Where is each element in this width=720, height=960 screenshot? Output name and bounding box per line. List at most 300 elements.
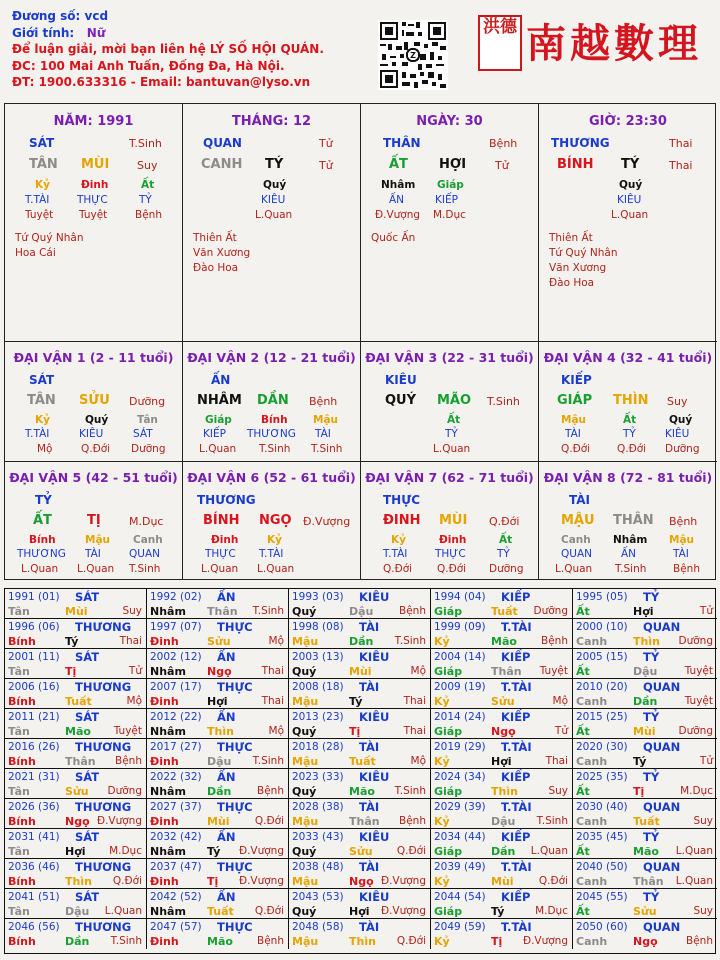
hidden-state: L.Quan: [199, 443, 237, 455]
earthly-branch: Thìn: [349, 935, 376, 948]
life-stage: Mộ: [126, 695, 142, 707]
hidden-god: TỶ: [139, 194, 152, 206]
ten-god-branch: Bệnh: [489, 137, 518, 150]
hidden-god: KIẾP: [203, 428, 226, 440]
heavenly-stem: Quý: [292, 665, 317, 678]
life-stage: T.Sinh: [394, 785, 426, 797]
heavenly-stem: QUÝ: [385, 393, 417, 408]
ten-god: QUAN: [643, 740, 681, 754]
year-label: 2045 (55): [576, 891, 628, 903]
year-label: 1995 (05): [576, 591, 628, 603]
heavenly-stem: Tân: [8, 785, 30, 798]
life-stage: T.Sinh: [394, 635, 426, 647]
year-cell: [573, 619, 717, 649]
hidden-god: THỰC: [435, 548, 466, 560]
stars-list: [549, 231, 617, 291]
heavenly-stem: Kỷ: [434, 875, 450, 888]
earthly-branch: Mùi: [65, 605, 88, 618]
dai-van-2: [183, 342, 361, 462]
ten-god: KIÊU: [359, 770, 390, 784]
hidden-stem: Ất: [499, 534, 513, 546]
year-label: 2000 (10): [576, 621, 628, 633]
life-stage: Dưỡng: [533, 605, 568, 617]
ten-god: THÂN: [383, 136, 421, 150]
gender-value: Nữ: [86, 25, 106, 40]
ten-god: ẤN: [217, 770, 236, 784]
year-cell: [289, 679, 431, 709]
year-label: 1999 (09): [434, 621, 486, 633]
year-cell: [5, 799, 147, 829]
ten-god: THỰC: [383, 493, 421, 507]
heavenly-stem: Giáp: [434, 725, 463, 738]
heavenly-stem: Kỷ: [434, 755, 450, 768]
life-stage: Q.Đới: [489, 515, 520, 528]
earthly-branch: Mùi: [207, 815, 230, 828]
life-stage: Mộ: [410, 755, 426, 767]
heavenly-stem: Ất: [576, 785, 590, 798]
stars-list: [371, 231, 415, 246]
hidden-god: TÀI: [673, 548, 689, 560]
life-stage: L.Quan: [675, 875, 713, 887]
life-stage: Bệnh: [309, 395, 338, 408]
earthly-branch: Dần: [633, 695, 658, 708]
hidden-god: TÀI: [315, 428, 331, 440]
year-cell: [5, 589, 147, 619]
year-label: 2037 (47): [150, 861, 202, 873]
year-cell: [5, 769, 147, 799]
hidden-stem: Canh: [561, 534, 591, 546]
hidden-stem: Ất: [447, 414, 461, 426]
dai-van-3: [361, 342, 539, 462]
earthly-branch: Mão: [491, 635, 517, 648]
heavenly-stem: Mậu: [292, 695, 319, 708]
hidden-stem: Mậu: [669, 534, 695, 546]
heavenly-stem: MẬU: [561, 513, 595, 528]
hidden-state: L.Quan: [201, 563, 239, 575]
year-label: 2011 (21): [8, 711, 60, 723]
earthly-branch: MÃO: [437, 393, 472, 408]
hidden-state: L.Quan: [21, 563, 59, 575]
heavenly-stem: Nhâm: [150, 665, 186, 678]
heavenly-stem: Quý: [292, 905, 317, 918]
life-stage: Dưỡng: [678, 725, 713, 737]
ten-god: ẤN: [217, 710, 236, 724]
life-stage: Tử: [554, 725, 568, 737]
ten-god: QUAN: [643, 800, 681, 814]
heavenly-stem: Quý: [292, 605, 317, 618]
hidden-god: SÁT: [133, 428, 153, 440]
life-stage: Tử: [699, 605, 713, 617]
earthly-branch: Ngọ: [349, 875, 374, 888]
hidden-stem: Kỷ: [35, 414, 50, 426]
ten-god: QUAN: [643, 620, 681, 634]
year-cell: [573, 589, 717, 619]
earthly-branch: Hợi: [633, 605, 654, 618]
life-stage: Mộ: [410, 665, 426, 677]
ten-god: SÁT: [29, 373, 55, 387]
ten-god: QUAN: [643, 680, 681, 694]
ten-god: SÁT: [75, 890, 100, 904]
year-cell: [5, 649, 147, 679]
heavenly-stem: Nhâm: [150, 905, 186, 918]
name-value: vcd: [84, 9, 109, 23]
year-cell: [5, 829, 147, 859]
star-item: Tứ Quý Nhân: [15, 232, 84, 244]
life-stage: Bệnh: [686, 935, 713, 947]
year-label: 1992 (02): [150, 591, 202, 603]
hidden-stem: Canh: [133, 534, 163, 546]
earthly-branch: SỬU: [79, 393, 110, 408]
star-item: Đào Hoa: [193, 262, 239, 274]
heavenly-stem: Quý: [292, 725, 317, 738]
hidden-stem: Mậu: [313, 414, 339, 426]
year-label: 2018 (28): [292, 741, 344, 753]
dai-van-7: [361, 462, 539, 580]
year-label: 2012 (22): [150, 711, 202, 723]
hidden-god: THỰC: [77, 194, 108, 206]
earthly-branch: Ngọ: [491, 725, 516, 738]
ten-god: T.TÀI: [501, 620, 532, 634]
ten-god: KIÊU: [359, 710, 390, 724]
ten-god: THỰC: [217, 800, 253, 814]
year-cell: [5, 889, 147, 919]
dai-van-title: ĐẠI VẬN 6 (52 - 61 tuổi): [187, 470, 356, 485]
hidden-stem: Kỷ: [267, 534, 282, 546]
year-cell: [289, 709, 431, 739]
dai-van-title: ĐẠI VẬN 7 (62 - 71 tuổi): [365, 470, 534, 485]
year-label: 2025 (35): [576, 771, 628, 783]
life-stage: Suy: [122, 605, 142, 617]
heavenly-stem: BÍNH: [203, 513, 240, 528]
year-cell: [289, 829, 431, 859]
year-cell: [289, 859, 431, 889]
earthly-branch: Tuất: [633, 815, 660, 828]
year-cell: [5, 739, 147, 769]
pillar-year: [5, 104, 183, 342]
life-stage: Bệnh: [541, 635, 568, 647]
year-cell: [573, 829, 717, 859]
earthly-branch: Tuất: [65, 695, 92, 708]
heavenly-stem: ẤT: [33, 513, 52, 528]
heavenly-stem: Nhâm: [150, 845, 186, 858]
year-cell: [431, 829, 573, 859]
dai-van-6: [183, 462, 361, 580]
earthly-branch: Thân: [207, 605, 238, 618]
stars-list: [193, 231, 250, 276]
hidden-stem: Bính: [29, 534, 56, 546]
earthly-branch: Tuất: [349, 755, 376, 768]
hidden-state: L.Quan: [257, 563, 295, 575]
earthly-branch: Thân: [65, 755, 96, 768]
year-cell: [431, 769, 573, 799]
hidden-state: Q.Đới: [81, 443, 111, 455]
hidden-state: L.Quan: [255, 209, 293, 221]
contact-line: Để luận giải, mời bạn liên hệ LÝ SỐ HỘI QUÁN.: [12, 42, 324, 56]
year-cell: [147, 679, 289, 709]
year-cell: [147, 589, 289, 619]
hidden-stem: Giáp: [437, 179, 464, 191]
earthly-branch: Thân: [633, 875, 664, 888]
year-label: 2047 (57): [150, 921, 202, 933]
year-cell: [573, 799, 717, 829]
ten-god: TỶ: [643, 770, 660, 784]
hidden-stem: Giáp: [205, 414, 232, 426]
heavenly-stem: NHÂM: [197, 393, 242, 408]
earthly-branch: Thìn: [491, 785, 518, 798]
earthly-branch: Thân: [349, 815, 380, 828]
ten-god: SÁT: [75, 770, 100, 784]
life-stage: T.Sinh: [487, 395, 520, 408]
dai-van-5: [5, 462, 183, 580]
star-item: Văn Xương: [549, 262, 607, 274]
hidden-state: L.Quan: [611, 209, 649, 221]
ten-god: TÀI: [359, 920, 380, 934]
life-stage: Tử: [319, 159, 333, 172]
ten-god: KIÊU: [359, 830, 390, 844]
heavenly-stem: Tân: [8, 665, 30, 678]
pillar-day: [361, 104, 539, 342]
year-cell: [431, 739, 573, 769]
ten-god: TÀI: [569, 493, 591, 507]
life-stage: Mộ: [268, 725, 284, 737]
heavenly-stem: Canh: [576, 755, 608, 768]
year-cell: [431, 919, 573, 949]
earthly-branch: Tý: [207, 845, 221, 858]
hidden-state: Đ.Vượng: [375, 209, 421, 221]
earthly-branch: Dậu: [633, 665, 658, 678]
ten-god-branch: Thai: [669, 137, 693, 150]
life-stage: Đ.Vượng: [238, 875, 284, 887]
life-stage: Dưỡng: [129, 395, 166, 408]
star-item: Văn Xương: [193, 247, 251, 259]
year-label: 2014 (24): [434, 711, 486, 723]
life-stage: Suy: [137, 159, 158, 172]
hidden-state: L.Quan: [555, 563, 593, 575]
heavenly-stem: Đinh: [150, 815, 179, 828]
life-stage: Thai: [403, 725, 426, 737]
earthly-branch: Dần: [207, 785, 232, 798]
year-label: 2009 (19): [434, 681, 486, 693]
year-cell: [147, 799, 289, 829]
ten-god: KIÊU: [385, 373, 417, 387]
ten-god: KIẾP: [501, 770, 531, 784]
hidden-god: THỰC: [205, 548, 236, 560]
year-label: 2029 (39): [434, 801, 486, 813]
ten-god: TÀI: [359, 740, 380, 754]
hidden-state: Q.Đới: [437, 563, 467, 575]
life-stage: M.Dục: [109, 845, 142, 857]
heavenly-stem: Tân: [8, 905, 30, 918]
year-label: 2007 (17): [150, 681, 202, 693]
year-label: 2027 (37): [150, 801, 202, 813]
life-stage: Tuyệt: [113, 725, 142, 737]
hidden-stem: Quý: [263, 179, 287, 191]
ten-god: ẤN: [211, 373, 231, 387]
life-stage: T.Sinh: [110, 935, 142, 947]
life-stage: Thai: [545, 755, 568, 767]
hidden-god: TỶ: [497, 548, 510, 560]
ten-god: THƯƠNG: [197, 493, 256, 507]
hidden-god: KIÊU: [261, 194, 286, 206]
heavenly-stem: Mậu: [292, 875, 319, 888]
hidden-state: T.Sinh: [259, 443, 291, 455]
ten-god: QUAN: [643, 920, 681, 934]
heavenly-stem: BÍNH: [557, 157, 594, 172]
life-stage: Q.Đới: [396, 935, 426, 947]
earthly-branch: Dậu: [207, 755, 232, 768]
life-stage: Suy: [693, 815, 713, 827]
heavenly-stem: Ất: [576, 665, 590, 678]
hidden-stem: Quý: [619, 179, 643, 191]
ten-god: ẤN: [217, 890, 236, 904]
dai-van-title: ĐẠI VẬN 2 (12 - 21 tuổi): [187, 350, 356, 365]
earthly-branch: Thìn: [65, 875, 92, 888]
ten-god: KIẾP: [501, 710, 531, 724]
earthly-branch: Mão: [207, 935, 233, 948]
dai-van-title: ĐẠI VẬN 5 (42 - 51 tuổi): [9, 470, 178, 485]
life-stage: Mộ: [268, 635, 284, 647]
year-label: 2042 (52): [150, 891, 202, 903]
annual-luck-table: [4, 588, 716, 954]
heavenly-stem: TÂN: [29, 157, 58, 172]
ten-god: TỶ: [643, 590, 660, 604]
hidden-god: QUAN: [561, 548, 592, 560]
earthly-branch: Sửu: [65, 785, 89, 798]
life-stage: Thai: [261, 665, 284, 677]
year-cell: [289, 739, 431, 769]
heavenly-stem: Kỷ: [434, 815, 450, 828]
year-label: 2019 (29): [434, 741, 486, 753]
life-stage: Q.Đới: [538, 875, 568, 887]
heavenly-stem: TÂN: [27, 393, 56, 408]
phone-email-line: ĐT: 1900.633316 - Email: bantuvan@lyso.vn: [12, 75, 311, 89]
earthly-branch: MÙI: [439, 513, 468, 528]
earthly-branch: Dậu: [491, 815, 516, 828]
earthly-branch: TÝ: [621, 157, 640, 172]
year-label: 2028 (38): [292, 801, 344, 813]
life-stage: Mộ: [552, 695, 568, 707]
year-label: 2043 (53): [292, 891, 344, 903]
hidden-stem: Nhâm: [613, 534, 648, 546]
hidden-stem: Kỷ: [35, 179, 50, 191]
ten-god: T.TÀI: [501, 740, 532, 754]
year-cell: [431, 799, 573, 829]
pillar-title: THÁNG: 12: [231, 114, 312, 129]
hidden-god: T.TÀI: [25, 194, 50, 206]
star-item: Đào Hoa: [549, 277, 595, 289]
gender-line: Giới tính: Nữ: [12, 25, 106, 40]
year-cell: [573, 709, 717, 739]
life-stage: T.Sinh: [536, 815, 568, 827]
hidden-stem: Kỷ: [391, 534, 406, 546]
year-label: 2030 (40): [576, 801, 628, 813]
hidden-state: Q.Đới: [383, 563, 413, 575]
heavenly-stem: Bính: [8, 875, 36, 888]
ten-god: KIẾP: [501, 650, 531, 664]
life-stage: Bệnh: [399, 605, 426, 617]
header-info: [12, 8, 372, 91]
hidden-state: L.Quan: [77, 563, 115, 575]
year-cell: [573, 679, 717, 709]
hidden-god: TÀI: [565, 428, 581, 440]
earthly-branch: Thìn: [207, 725, 234, 738]
ten-god: THƯƠNG: [551, 136, 610, 150]
hidden-state: Bệnh: [673, 563, 700, 575]
hidden-stem: Quý: [85, 414, 109, 426]
ten-god: SÁT: [75, 710, 100, 724]
dai-van-title: ĐẠI VẬN 8 (72 - 81 tuổi): [543, 470, 713, 485]
heavenly-stem: Đinh: [150, 875, 179, 888]
ten-god: THƯƠNG: [75, 800, 132, 814]
year-cell: [5, 709, 147, 739]
year-label: 2017 (27): [150, 741, 202, 753]
life-stage: Thai: [669, 159, 693, 172]
year-label: 2004 (14): [434, 651, 486, 663]
ten-god: T.TÀI: [501, 920, 532, 934]
star-item: Hoa Cái: [15, 247, 56, 259]
year-cell: [147, 889, 289, 919]
life-stage: Tuyệt: [684, 665, 713, 677]
life-stage: M.Dục: [535, 905, 568, 917]
year-cell: [289, 649, 431, 679]
hidden-god: TỶ: [623, 428, 636, 440]
earthly-branch: Tuất: [207, 905, 234, 918]
year-label: 2021 (31): [8, 771, 60, 783]
heavenly-stem: Mậu: [292, 935, 319, 948]
ten-god: TÀI: [359, 680, 380, 694]
star-item: Thiên Ất: [549, 232, 593, 244]
year-label: 2001 (11): [8, 651, 60, 663]
year-cell: [147, 709, 289, 739]
year-label: 2020 (30): [576, 741, 628, 753]
star-item: Quốc Ấn: [371, 232, 416, 244]
ten-god: TỶ: [643, 710, 660, 724]
pillars-grid: [4, 103, 716, 580]
ten-god: ẤN: [217, 590, 236, 604]
ten-god: SÁT: [29, 136, 55, 150]
life-stage: L.Quan: [675, 845, 713, 857]
year-label: 2048 (58): [292, 921, 344, 933]
ten-god: TỶ: [643, 650, 660, 664]
hidden-god: KIẾP: [435, 194, 458, 206]
earthly-branch: Hợi: [349, 905, 370, 918]
ten-god: TỶ: [35, 493, 52, 507]
pillar-title: GIỜ: 23:30: [589, 114, 667, 129]
life-stage: Suy: [548, 785, 568, 797]
earthly-branch: Ngọ: [65, 815, 90, 828]
life-stage: L.Quan: [104, 905, 142, 917]
earthly-branch: Sửu: [633, 905, 657, 918]
year-cell: [147, 649, 289, 679]
earthly-branch: THÂN: [613, 513, 654, 528]
year-cell: [289, 769, 431, 799]
heavenly-stem: Đinh: [150, 935, 179, 948]
ten-god: THƯƠNG: [75, 920, 132, 934]
ten-god: KIÊU: [359, 650, 390, 664]
ten-god: ẤN: [217, 650, 236, 664]
year-label: 2010 (20): [576, 681, 628, 693]
hidden-state: M.Dục: [433, 209, 466, 221]
hidden-state: Dưỡng: [131, 443, 166, 455]
life-stage: Q.Đới: [396, 845, 426, 857]
qr-code[interactable]: [378, 20, 448, 90]
hidden-state: Bệnh: [135, 209, 162, 221]
year-cell: [431, 589, 573, 619]
hidden-state: L.Quan: [433, 443, 471, 455]
earthly-branch: NGỌ: [259, 513, 292, 528]
ten-god: THƯƠNG: [75, 680, 132, 694]
pillar-title: NGÀY: 30: [416, 114, 483, 129]
